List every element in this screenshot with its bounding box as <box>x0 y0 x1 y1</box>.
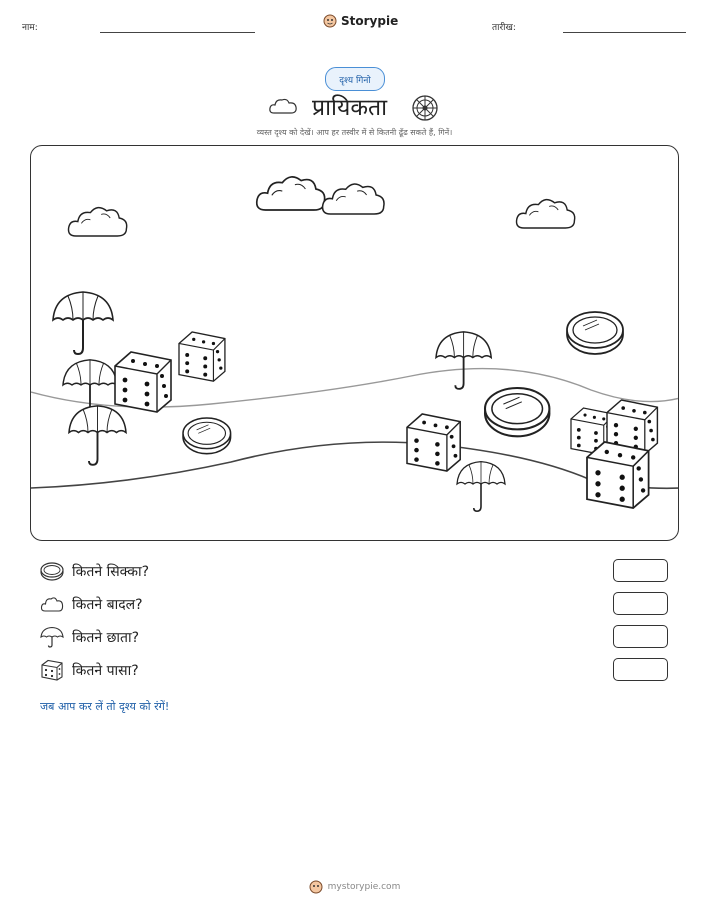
question-clouds-text: कितने बादल? <box>72 596 143 613</box>
brand-name: Storypie <box>341 14 399 28</box>
coin-icon <box>40 561 64 581</box>
question-coins-text: कितने सिक्का? <box>72 563 150 580</box>
answer-clouds-box[interactable] <box>613 592 668 615</box>
answer-coins-box[interactable] <box>613 559 668 582</box>
answer-umbrellas-box[interactable] <box>613 625 668 648</box>
question-dice-text: कितने पासा? <box>72 662 139 679</box>
umbrella-3 <box>69 406 126 465</box>
cloud-4 <box>517 200 575 228</box>
footer-site[interactable]: mystorypie.com <box>327 882 401 892</box>
counting-scene[interactable] <box>30 145 679 541</box>
coin-1 <box>183 418 231 454</box>
cloud-icon <box>268 96 298 116</box>
storypie-mascot-icon <box>309 880 323 894</box>
scene-illustration <box>31 146 679 541</box>
answer-dice-box[interactable] <box>613 658 668 681</box>
coloring-note: जब आप कर लें तो दृश्य को रंगें! <box>40 700 170 713</box>
cloud-icon <box>40 595 64 613</box>
die-2 <box>179 332 225 381</box>
cloud-2 <box>257 177 325 210</box>
question-clouds <box>40 592 143 616</box>
date-line[interactable] <box>563 32 686 33</box>
category-badge: दृश्य गिनो <box>325 67 385 91</box>
dice-icon <box>40 659 64 681</box>
question-coins <box>40 559 149 583</box>
die-1 <box>115 352 171 412</box>
umbrella-1 <box>53 292 113 354</box>
cloud-1 <box>69 208 127 236</box>
brand-logo <box>323 14 398 28</box>
cloud-3 <box>323 184 384 214</box>
date-label: तारीख: <box>492 23 516 33</box>
storypie-mascot-icon <box>323 14 337 28</box>
page-title: प्रायिकता <box>312 95 388 121</box>
umbrella-5 <box>457 462 505 512</box>
name-label: नाम: <box>22 23 38 33</box>
coin-3 <box>485 388 549 436</box>
footer <box>0 880 709 894</box>
wheel-icon <box>411 94 439 122</box>
instructions: व्यस्त दृश्य को देखें। आप हर तस्वीर में से कितनी ढूँढ सकते हैं, गिनें। <box>256 128 453 137</box>
die-3 <box>407 414 460 471</box>
question-dice <box>40 658 139 682</box>
question-umbrellas-text: कितने छाता? <box>72 629 140 646</box>
name-line[interactable] <box>100 32 255 33</box>
umbrella-4 <box>436 332 491 389</box>
coin-2 <box>567 312 623 354</box>
die-6 <box>587 442 649 508</box>
umbrella-icon <box>40 626 64 648</box>
question-umbrellas <box>40 625 139 649</box>
